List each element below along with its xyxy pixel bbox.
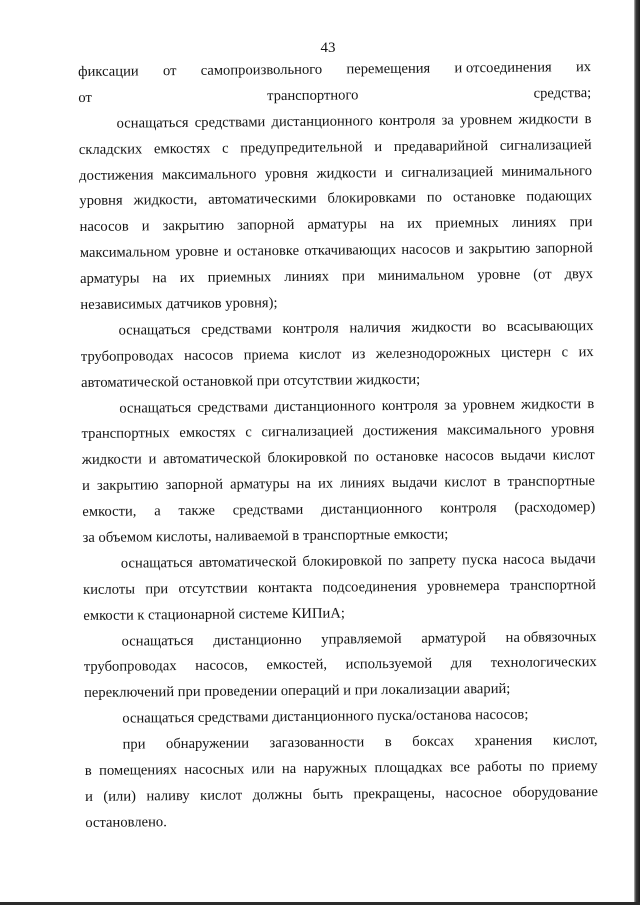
text-line: и (или) наливу кислот должны быть прекращены, насосное оборудование — [84, 783, 599, 805]
text-word: обнаружении — [165, 735, 250, 753]
text-line: оснащаться автоматической блокировкой по запрету пуска насоса выдачи — [120, 550, 596, 572]
text-word: на обвязочных — [505, 628, 597, 646]
text-line: арматуры на их приемных линиях при минимальном уровне (от двух — [80, 266, 594, 288]
text-word: а — [154, 503, 161, 520]
text-word: оснащаться — [121, 632, 194, 650]
text-word: перемещения — [346, 60, 431, 78]
text-word: в — [384, 734, 392, 751]
text-line: оснащаться средствами дистанционного контроля за уровнем жидкости в — [116, 110, 592, 132]
text-word: их — [575, 59, 592, 76]
text-word: загазованности — [269, 734, 365, 752]
text-line: оснащаться средствами контроля наличия жидкости во всасывающих — [118, 317, 594, 339]
text-word: хранения — [474, 732, 533, 750]
text-line: за объемом кислоты, наливаемой в транспортные емкости; — [82, 526, 449, 547]
text-line: оснащаться средствами дистанционного контроля за уровнем жидкости в — [119, 395, 595, 417]
text-line: автоматической остановкой при отсутствии жидкости; — [81, 371, 421, 391]
text-line: достижения максимального уровня жидкости и сигнализацией минимального — [79, 162, 593, 184]
text-word: боксах — [412, 733, 455, 750]
text-word: емкостей, — [266, 657, 328, 674]
text-word: также — [178, 502, 216, 520]
text-word: от — [162, 63, 177, 80]
scan-edge-right — [634, 0, 640, 905]
text-line: уровня жидкости, автоматическими блокировками по остановке подающих — [79, 188, 593, 210]
text-line — [84, 651, 597, 682]
text-word: самопроизвольного — [200, 61, 323, 79]
text-word: и отсоединения — [454, 59, 552, 77]
text-word: емкости, — [82, 503, 137, 521]
text-word: дистанционного — [321, 500, 423, 518]
text-word: насосов, — [195, 657, 248, 675]
text-word: трубопроводах — [83, 658, 177, 676]
text-line: транспортных емкостях с сигнализацией достижения максимального уровня — [81, 421, 595, 443]
document-body — [78, 55, 598, 837]
text-line: жидкости и автоматической блокировкой по остановке насосов выдачи кислот — [81, 447, 595, 469]
text-line: остановлено. — [85, 814, 167, 831]
text-word: используемой — [345, 656, 433, 673]
text-line: кислоты при отсутствии контакта подсоединения уровнемера транспортной — [83, 576, 597, 598]
text-word: технологических — [490, 654, 597, 672]
text-word: при — [122, 736, 146, 753]
text-word: управляемой — [321, 630, 402, 648]
text-word: дистанционно — [213, 631, 302, 649]
page-number: 43 — [320, 40, 336, 56]
text-word: арматурой — [421, 629, 487, 647]
text-word: фиксации — [78, 63, 139, 80]
text-word: для — [450, 655, 473, 672]
text-line: трубопроводах насосов приема кислот из железнодорожных цистерн с их — [80, 343, 594, 365]
text-word: средствами — [232, 501, 304, 519]
text-word: (расходомер) — [514, 499, 596, 516]
text-line — [82, 495, 595, 526]
text-line: в помещениях насосных или на наружных площадках все работы по приему — [84, 758, 598, 780]
text-line: насосов и закрытию запорной арматуры на их приемных линиях при — [79, 214, 593, 236]
text-word: контроля — [440, 500, 497, 517]
text-line: емкости к стационарной системе КИПиА; — [83, 605, 345, 624]
text-word: кислот, — [552, 732, 598, 749]
text-line: от транспортного средства; — [78, 84, 592, 106]
text-line: независимых датчиков уровня); — [80, 295, 278, 314]
text-line: максимальном уровне и остановке откачивающих насосов и закрытию запорной — [79, 240, 593, 262]
text-line: складских емкостях с предупредительной и предаварийной сигнализацией — [78, 136, 592, 158]
text-line: переключений при проведении операций и при локализации аварий; — [84, 681, 511, 702]
text-line: и закрытию запорной арматуры на их линиях выдачи кислот в транспортные — [82, 473, 596, 495]
text-line: оснащаться средствами дистанционного пуска/останова насосов; — [122, 706, 529, 727]
